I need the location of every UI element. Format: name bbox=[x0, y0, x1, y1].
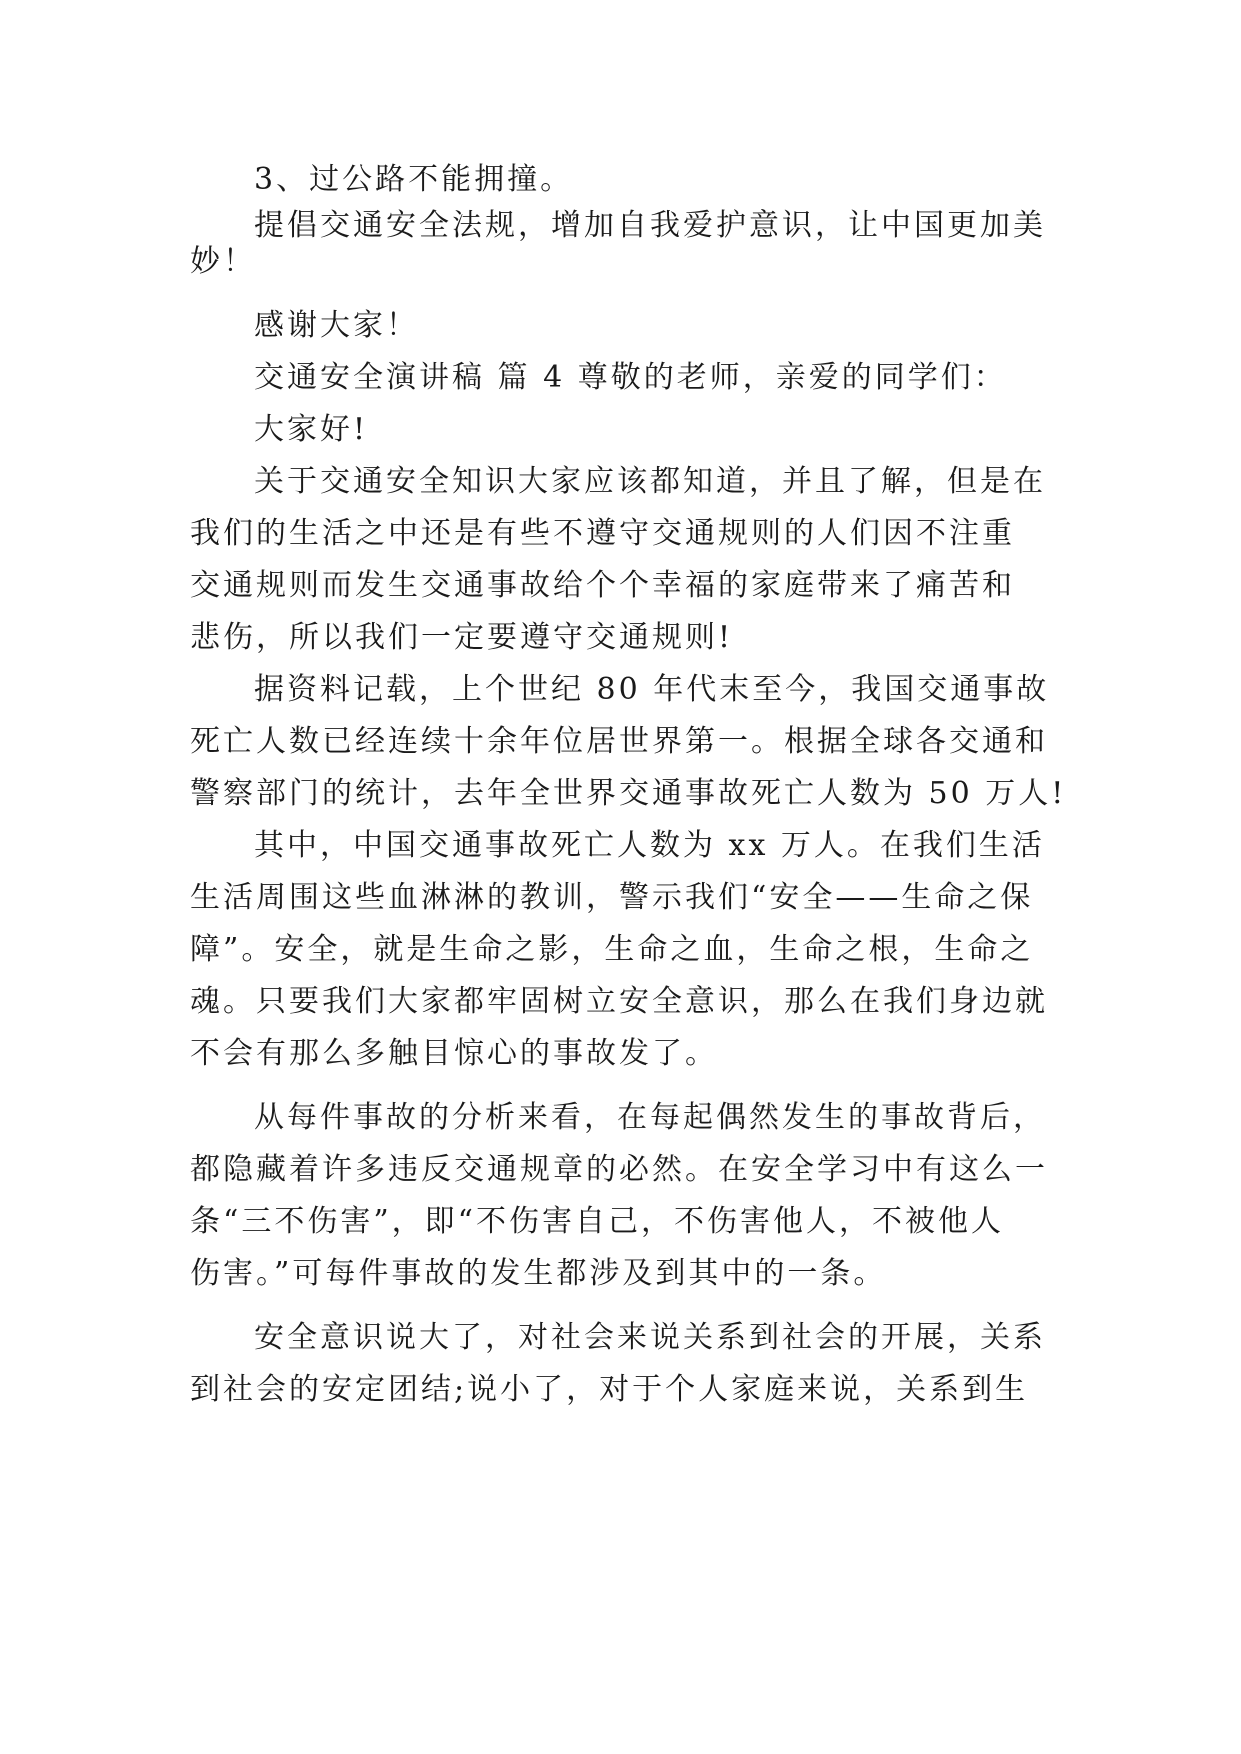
text-line: 都隐藏着许多违反交通规章的必然。在安全学习中有这么一 bbox=[190, 1152, 1048, 1187]
text-line: 交通规则而发生交通事故给个个幸福的家庭带来了痛苦和 bbox=[190, 568, 1015, 603]
text-line: 不会有那么多触目惊心的事故发了。 bbox=[190, 1036, 718, 1071]
paragraph-start-line: 提倡交通安全法规，增加自我爱护意识，让中国更加美 bbox=[254, 208, 1046, 243]
greeting-line: 大家好! bbox=[254, 412, 369, 447]
text-line: 我们的生活之中还是有些不遵守交通规则的人们因不注重 bbox=[190, 516, 1015, 551]
text-line: 条“三不伤害”，即“不伤害自己，不伤害他人，不被他人 bbox=[190, 1204, 1005, 1239]
text-line: 死亡人数已经连续十余年位居世界第一。根据全球各交通和 bbox=[190, 724, 1048, 759]
paragraph-start-line: 安全意识说大了，对社会来说关系到社会的开展，关系 bbox=[254, 1320, 1046, 1355]
heading-line: 交通安全演讲稿 篇 4 尊敬的老师，亲爱的同学们： bbox=[254, 360, 1007, 395]
paragraph-start-line: 据资料记载，上个世纪 80 年代末至今，我国交通事故 bbox=[254, 672, 1050, 707]
text-line: 伤害。”可每件事故的发生都涉及到其中的一条。 bbox=[190, 1256, 887, 1291]
text-line: 3、过公路不能拥撞。 bbox=[254, 162, 574, 197]
text-line: 悲伤，所以我们一定要遵守交通规则! bbox=[190, 620, 734, 655]
paragraph-start-line: 感谢大家！ bbox=[254, 308, 419, 343]
text-line: 生活周围这些血淋淋的教训，警示我们“安全——生命之保 bbox=[190, 880, 1034, 915]
text-line: 妙！ bbox=[190, 244, 256, 279]
text-line: 警察部门的统计，去年全世界交通事故死亡人数为 50 万人! bbox=[190, 776, 1067, 811]
paragraph-start-line: 关于交通安全知识大家应该都知道，并且了解，但是在 bbox=[254, 464, 1046, 499]
paragraph-start-line: 其中，中国交通事故死亡人数为 xx 万人。在我们生活 bbox=[254, 828, 1045, 863]
paragraph-start-line: 从每件事故的分析来看，在每起偶然发生的事故背后， bbox=[254, 1100, 1046, 1135]
text-line: 魂。只要我们大家都牢固树立安全意识，那么在我们身边就 bbox=[190, 984, 1048, 1019]
text-line: 到社会的安定团结;说小了，对于个人家庭来说，关系到生 bbox=[190, 1372, 1029, 1407]
text-line: 障”。安全，就是生命之影，生命之血，生命之根，生命之 bbox=[190, 932, 1034, 967]
